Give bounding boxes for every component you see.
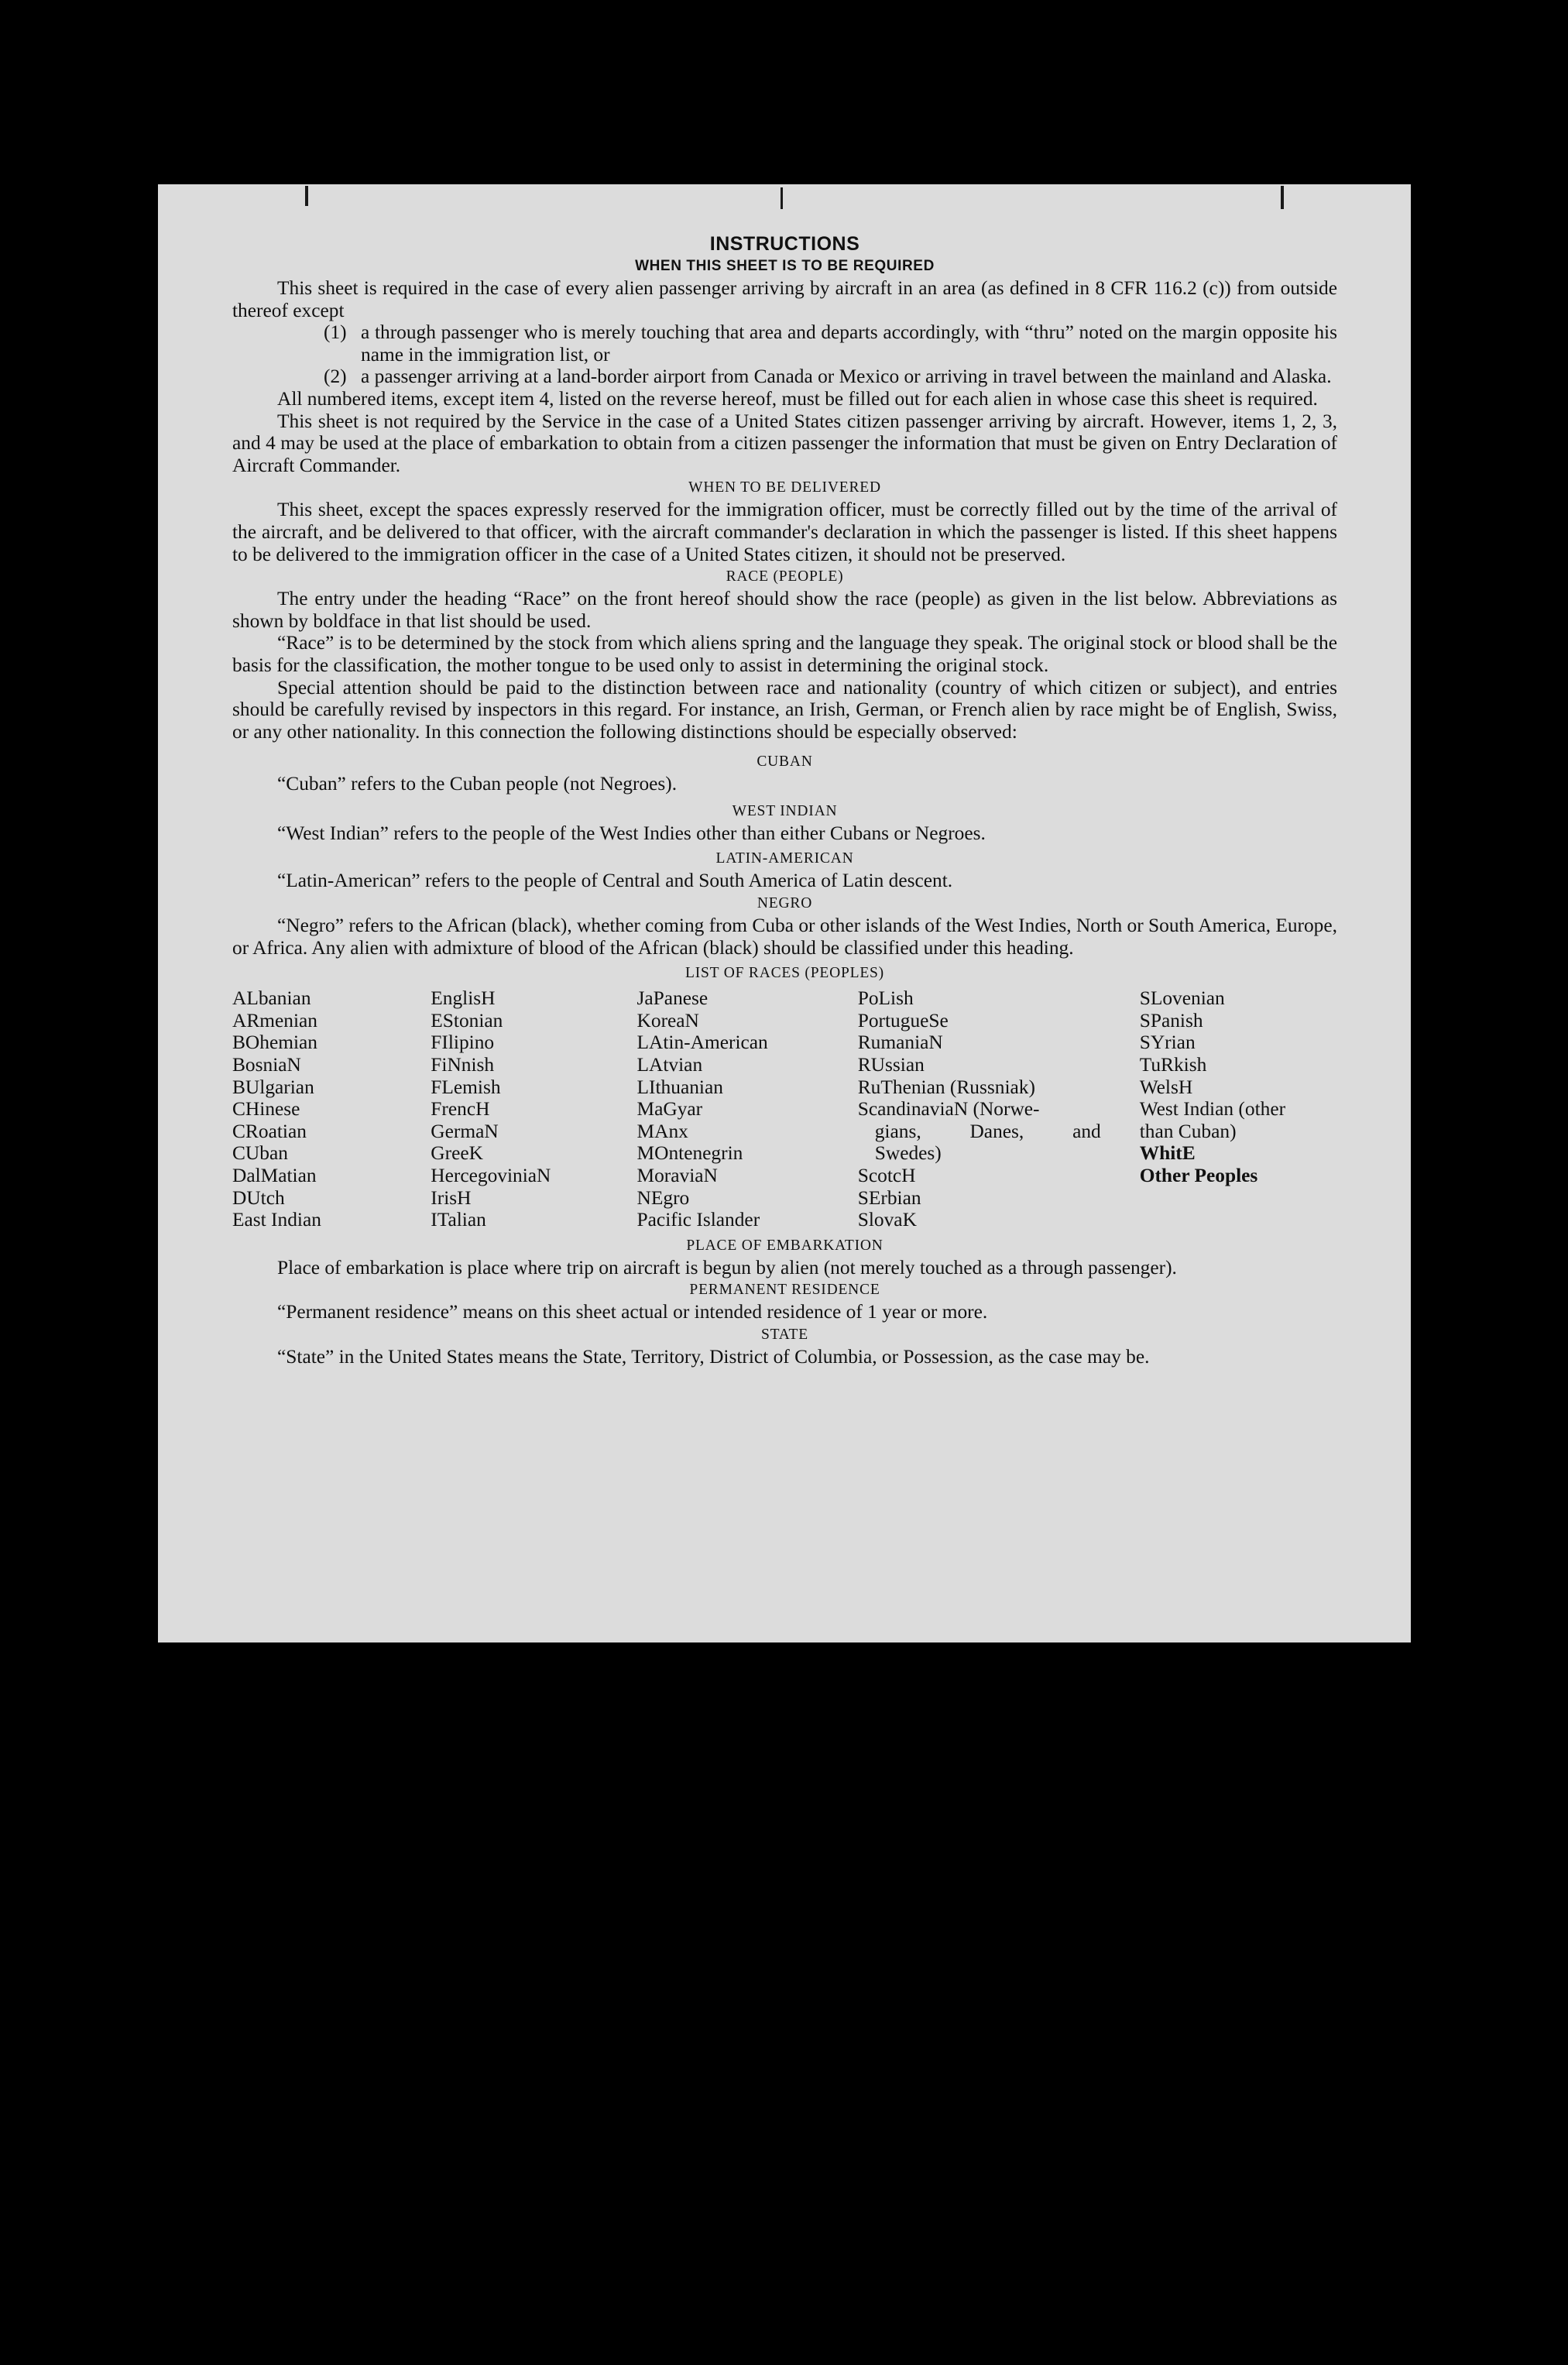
race-entry: ScotcH (857, 1165, 916, 1186)
race-entry: FiNnish (431, 1054, 495, 1076)
heading-race: RACE (PEOPLE) (726, 568, 844, 585)
heading-when-required: WHEN THIS SHEET IS TO BE REQUIRED (635, 258, 935, 274)
exception-item (324, 366, 1337, 388)
scan-mark (1281, 186, 1284, 209)
race-entry: DalMatian (232, 1165, 317, 1186)
heading-latin-american: LATIN-AMERICAN (715, 850, 854, 867)
when-delivered-paragraph: This sheet, except the spaces expressly reserved for the immigration officer, must be correctly filled out by the time of the arrival of the aircraft, and be delivered to that officer, with the aircraft commander's declaration in which the passenger is listed. If this sheet happens to be delivered to the immigration officer in the case of a United States citizen, it should not be preserved. (232, 499, 1337, 565)
race-entry: SLovenian (1139, 987, 1225, 1010)
race-entry: PoLish (857, 987, 914, 1010)
heading-list-of-races: LIST OF RACES (PEOPLES) (685, 965, 884, 982)
item-number: (1) (324, 321, 347, 344)
numbered-items-paragraph: All numbered items, except item 4, listed on the reverse hereof, must be filled out for each alien in whose case this sheet is required. (277, 387, 1318, 410)
races-column-3 (637, 987, 858, 1231)
heading-permanent-residence: PERMANENT RESIDENCE (689, 1282, 880, 1299)
heading-place-of-embarkation: PLACE OF EMBARKATION (686, 1237, 884, 1254)
not-required-paragraph: This sheet is not required by the Service in the case of a United States citizen passenger arriving by aircraft. However, items 1, 2, 3, and 4 may be used at the place of embarkation to obtain from a citizen passenger the information that must be given on Entry Declaration of Aircraft Commander. (232, 410, 1337, 476)
race-entry: GreeK (431, 1142, 483, 1165)
races-list (232, 987, 1337, 1231)
race-entry: than Cuban) (1139, 1120, 1237, 1142)
race-entry: LIthuanian (636, 1076, 723, 1098)
item-text: a through passenger who is merely touching that area and departs accordingly, with “thru” noted on the margin opposite his name in the immigration list, or (361, 321, 1337, 366)
instruction-sheet (158, 184, 1411, 1642)
heading-west-indian: WEST INDIAN (732, 802, 838, 819)
heading-negro: NEGRO (757, 895, 813, 912)
exception-item (324, 321, 1337, 366)
race-paragraph-2: “Race” is to be determined by the stock from which aliens spring and the language they speak. The original stock or blood shall be the basis for the classification, the mother tongue to be used only to assist in determining the original stock. (232, 632, 1337, 676)
race-entry: WelsH (1139, 1076, 1193, 1098)
race-entry: BOhemian (232, 1031, 318, 1054)
race-entry: JaPanese (636, 987, 709, 1010)
scan-mark (305, 186, 308, 206)
state-paragraph: “State” in the United States means the State, Territory, District of Columbia, or Possession, as the case may be. (277, 1345, 1150, 1368)
heading-cuban: CUBAN (757, 753, 813, 771)
race-entry: ScandinaviaN (Norwe- (857, 1098, 1040, 1121)
race-entry: TuRkish (1139, 1054, 1207, 1076)
item-number: (2) (324, 366, 347, 388)
races-column-4 (858, 987, 1140, 1231)
races-column-2 (431, 987, 636, 1231)
race-entry: West Indian (other (1139, 1098, 1286, 1121)
race-entry: Pacific Islander (636, 1209, 760, 1231)
race-entry: NEgro (636, 1186, 690, 1209)
race-entry: gians, Danes, and (874, 1120, 1101, 1142)
race-entry: SPanish (1139, 1009, 1203, 1031)
residence-paragraph: “Permanent residence” means on this sheet actual or intended residence of 1 year or more. (277, 1301, 988, 1323)
negro-paragraph: “Negro” refers to the African (black), whether coming from Cuba or other islands of the West Indies, North or South America, Europe, or Africa. Any alien with admixture of blood of the African (black) should be classified under this heading. (232, 915, 1337, 959)
west-indian-paragraph: “West Indian” refers to the people of the West Indies other than either Cubans or Negroes. (277, 822, 986, 844)
race-entry: SYrian (1139, 1031, 1196, 1054)
race-entry: CRoatian (232, 1120, 307, 1142)
race-entry: HercegoviniaN (431, 1165, 551, 1186)
race-entry: MaGyar (636, 1098, 703, 1121)
race-entry: SErbian (857, 1186, 921, 1209)
race-entry: Swedes) (874, 1142, 942, 1165)
race-entry: KoreaN (636, 1009, 699, 1031)
race-entry: Other Peoples (1139, 1165, 1258, 1186)
cuban-paragraph: “Cuban” refers to the Cuban people (not Negroes). (277, 773, 678, 795)
embarkation-paragraph: Place of embarkation is place where trip on aircraft is begun by alien (not merely touched as a through passenger). (277, 1256, 1177, 1279)
race-entry: ITalian (431, 1209, 486, 1231)
race-entry: MoraviaN (636, 1165, 718, 1186)
race-entry: BosniaN (232, 1054, 301, 1076)
heading-when-delivered: WHEN TO BE DELIVERED (688, 479, 881, 496)
race-entry: PortugueSe (857, 1009, 949, 1031)
latin-american-paragraph: “Latin-American” refers to the people of Central and South America of Latin descent. (277, 870, 953, 892)
race-entry: East Indian (232, 1209, 321, 1231)
race-entry: FIlipino (431, 1031, 495, 1054)
race-entry: MOntenegrin (636, 1142, 743, 1165)
race-entry: EStonian (431, 1009, 503, 1031)
race-entry: CHinese (232, 1098, 300, 1121)
race-entry: CUban (232, 1142, 288, 1165)
scan-mark (781, 187, 783, 209)
races-column-5 (1140, 987, 1337, 1231)
race-entry: RumaniaN (857, 1031, 943, 1054)
race-paragraph-3: Special attention should be paid to the distinction between race and nationality (country of which citizen or subject), and entries should be carefully revised by inspectors in this regard. For instance, an Irish, German, or French alien by race might be of English, Swiss, or any other nationality. In this connection the following distinctions should be especially observed: (232, 676, 1337, 743)
item-text: a passenger arriving at a land-border airport from Canada or Mexico or arriving in travel between the mainland and Alaska. (361, 366, 1332, 388)
race-entry: GermaN (431, 1120, 499, 1142)
race-entry: ALbanian (232, 987, 311, 1010)
heading-state: STATE (761, 1326, 808, 1343)
race-entry: ARmenian (232, 1009, 318, 1031)
race-entry: LAtvian (636, 1054, 703, 1076)
race-entry: RUssian (857, 1054, 925, 1076)
race-entry: BUlgarian (232, 1076, 314, 1098)
document-title: INSTRUCTIONS (709, 233, 860, 255)
race-entry: DUtch (232, 1186, 285, 1209)
race-entry: EnglisH (431, 987, 496, 1010)
race-entry: MAnx (636, 1120, 688, 1142)
race-entry: RuThenian (Russniak) (857, 1076, 1035, 1098)
when-required-intro: This sheet is required in the case of every alien passenger arriving by aircraft in an area (as defined in 8 CFR 116.2 (c)) from outside thereof except (232, 277, 1337, 321)
race-entry: IrisH (431, 1186, 472, 1209)
race-entry: LAtin-American (636, 1031, 768, 1054)
race-paragraph-1: The entry under the heading “Race” on the front hereof should show the race (people) as given in the list below. Abbreviations as shown by boldface in that list should be used. (232, 588, 1337, 632)
race-entry: SlovaK (857, 1209, 917, 1231)
race-entry: WhitE (1139, 1142, 1196, 1165)
races-column-1 (232, 987, 431, 1231)
race-entry: FLemish (431, 1076, 501, 1098)
race-entry: FrencH (431, 1098, 490, 1121)
